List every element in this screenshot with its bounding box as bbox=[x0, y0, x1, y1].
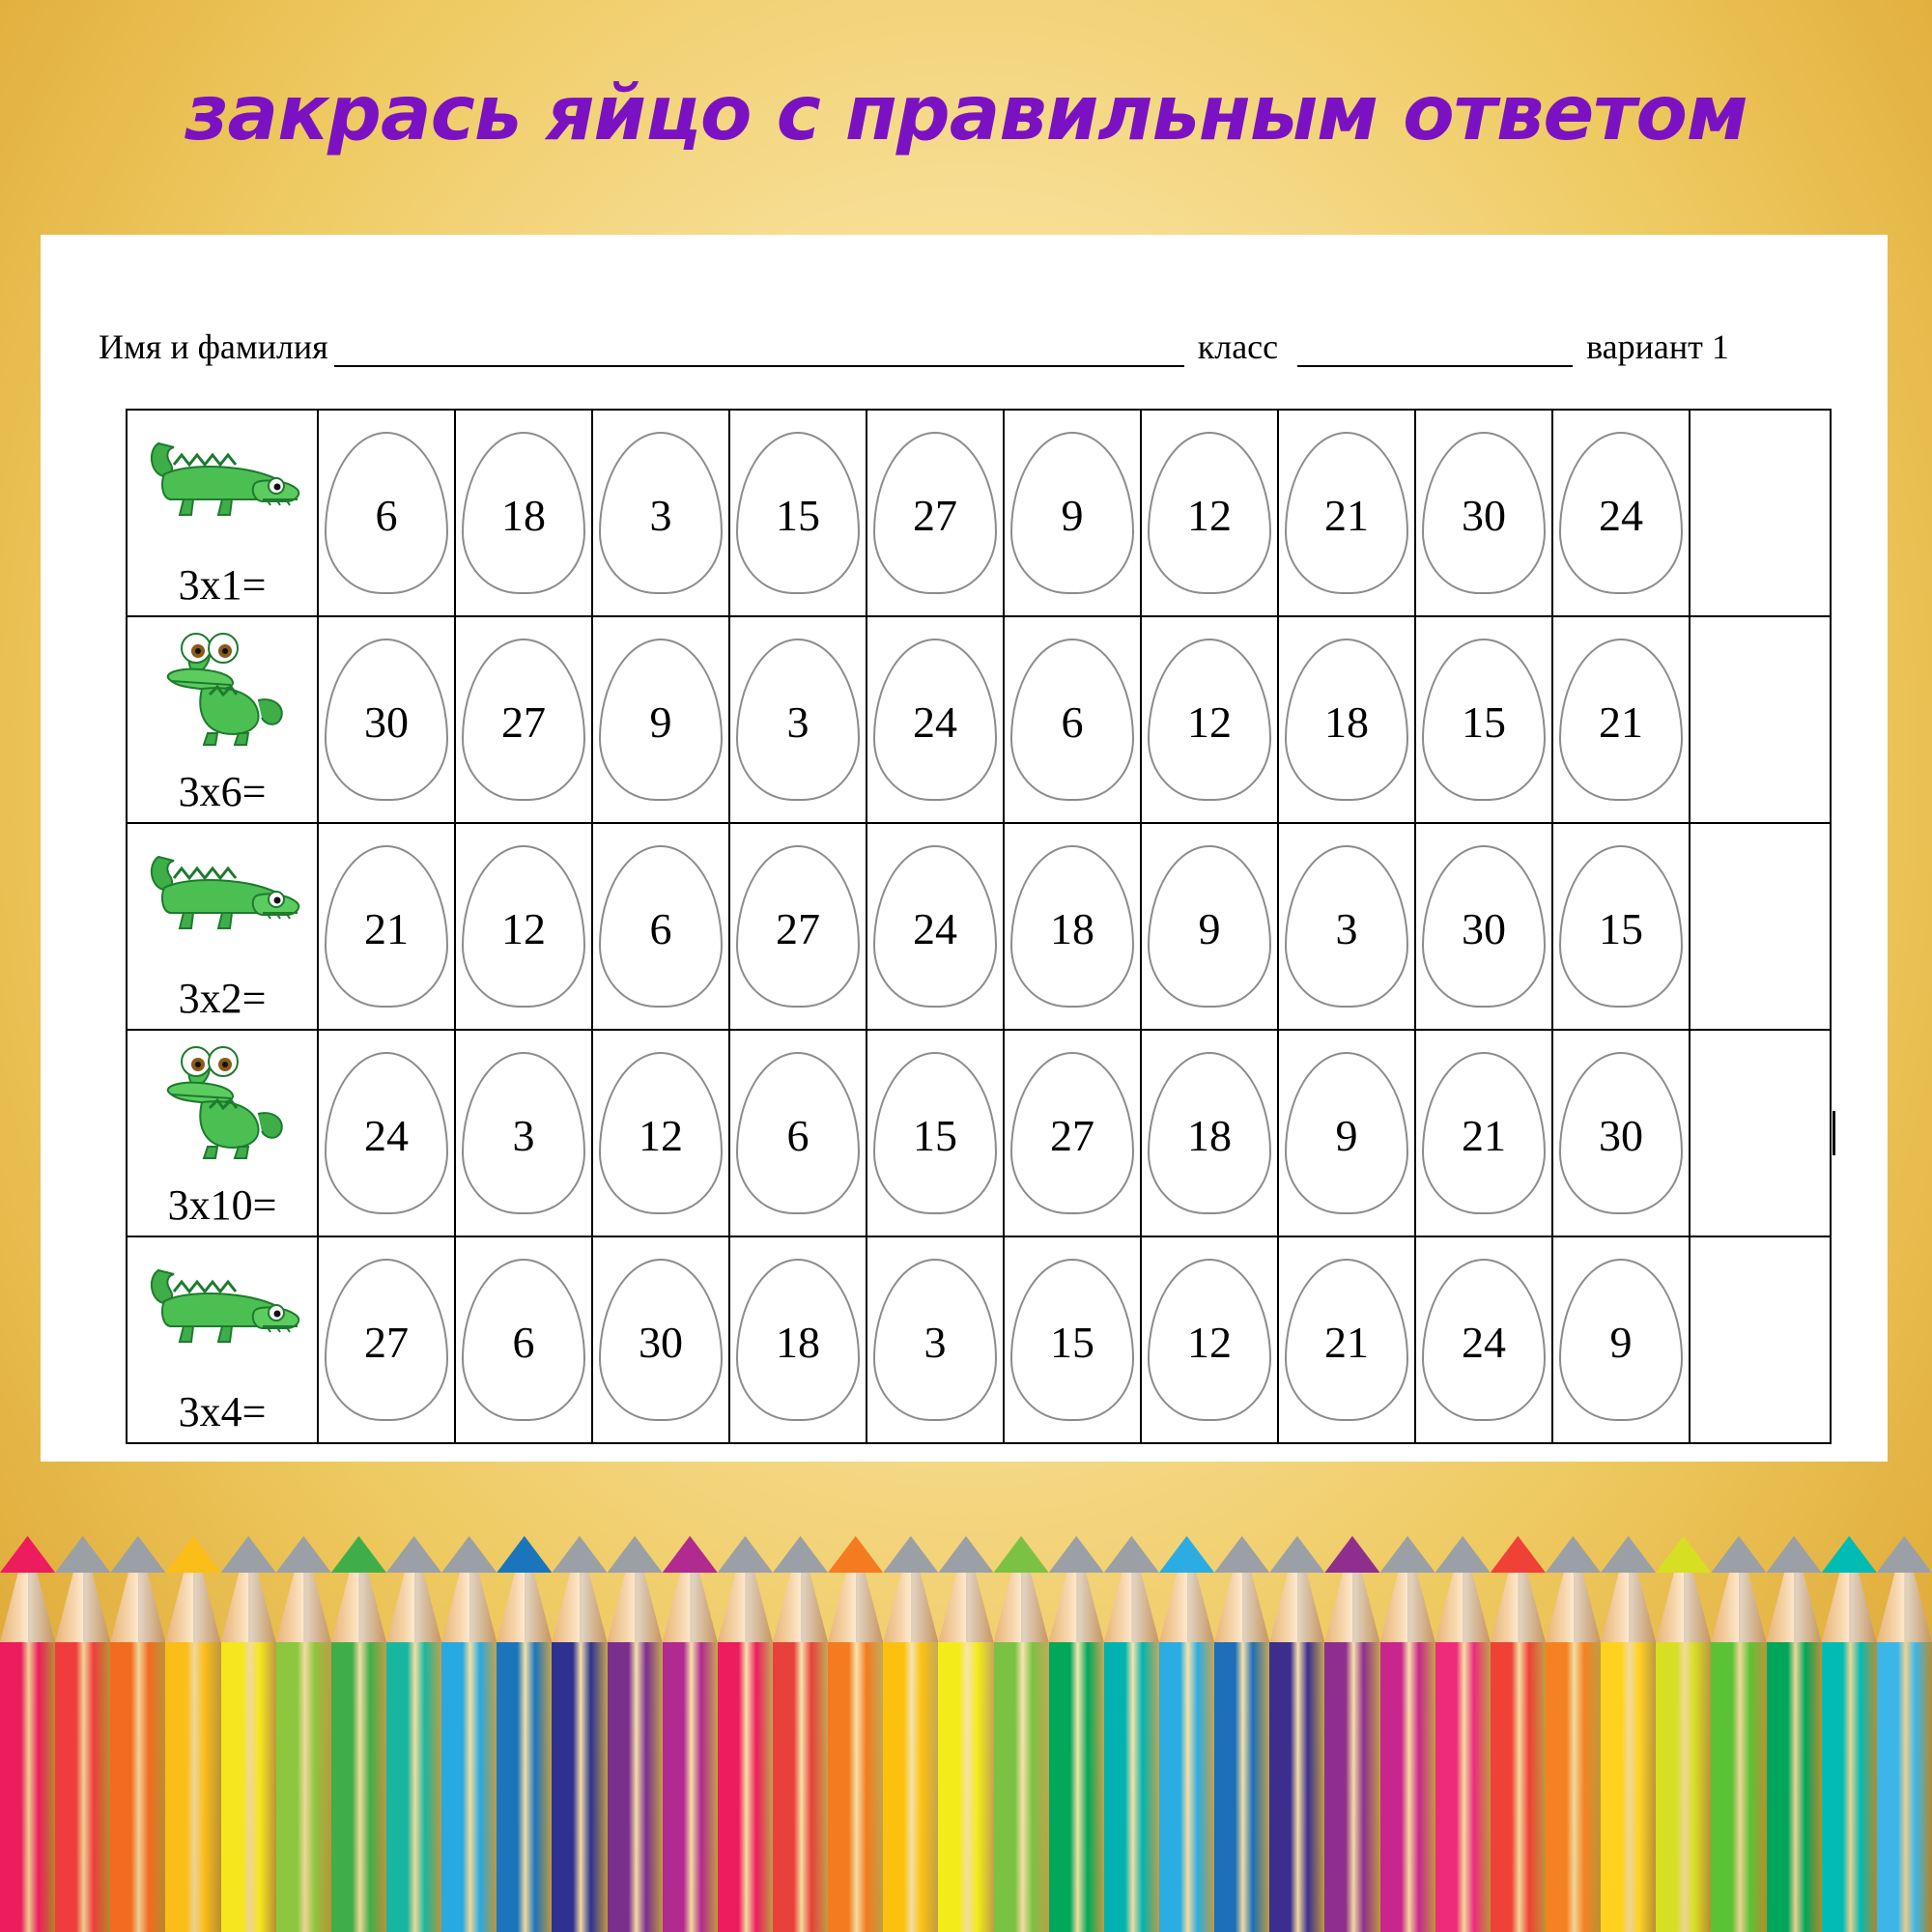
egg-shape[interactable] bbox=[599, 1259, 723, 1421]
egg-cell[interactable] bbox=[867, 823, 1004, 1030]
class-label: класс bbox=[1197, 327, 1279, 366]
pencil-lead bbox=[608, 1536, 663, 1573]
egg-cell[interactable] bbox=[1415, 410, 1552, 616]
egg-cell[interactable] bbox=[318, 823, 455, 1030]
egg-shape[interactable] bbox=[873, 432, 997, 594]
pencil bbox=[994, 1502, 1049, 1932]
crocodile-lying-icon bbox=[141, 418, 303, 531]
egg-shape[interactable] bbox=[599, 639, 723, 801]
egg-value: 18 bbox=[1187, 1111, 1232, 1160]
pencil-lead bbox=[441, 1536, 497, 1573]
pencil bbox=[441, 1502, 497, 1932]
pencil bbox=[331, 1502, 386, 1932]
egg-shape[interactable] bbox=[1559, 845, 1683, 1008]
egg-value: 24 bbox=[913, 697, 957, 747]
pencil-lead bbox=[0, 1536, 55, 1573]
egg-value: 24 bbox=[1462, 1318, 1506, 1367]
pencil bbox=[110, 1502, 165, 1932]
pencil bbox=[386, 1502, 441, 1932]
pencil-body bbox=[718, 1642, 773, 1932]
pencil-lead bbox=[1601, 1536, 1656, 1573]
egg-shape[interactable] bbox=[462, 1052, 585, 1214]
pencil-lead bbox=[276, 1536, 331, 1573]
pencil-body bbox=[1214, 1642, 1269, 1932]
egg-shape[interactable] bbox=[1285, 432, 1408, 594]
egg-shape[interactable] bbox=[462, 432, 585, 594]
egg-cell[interactable] bbox=[1278, 823, 1415, 1030]
egg-cell[interactable] bbox=[455, 410, 592, 616]
egg-value: 18 bbox=[1324, 697, 1369, 747]
name-input-line[interactable] bbox=[334, 336, 1184, 367]
egg-value: 9 bbox=[1335, 1111, 1358, 1160]
egg-cell[interactable] bbox=[729, 1236, 867, 1443]
egg-cell[interactable] bbox=[729, 823, 867, 1030]
egg-value: 27 bbox=[913, 491, 957, 540]
pencil-body bbox=[1491, 1642, 1546, 1932]
egg-shape[interactable] bbox=[325, 432, 448, 594]
egg-cell[interactable] bbox=[867, 1030, 1004, 1236]
egg-cell[interactable] bbox=[1552, 823, 1690, 1030]
student-info-row bbox=[99, 327, 1837, 367]
egg-value: 3 bbox=[786, 697, 810, 747]
table-row bbox=[127, 410, 1831, 616]
egg-shape[interactable] bbox=[736, 639, 860, 801]
pencil-lead bbox=[1822, 1536, 1877, 1573]
pencil-body bbox=[1049, 1642, 1104, 1932]
pencil bbox=[1656, 1502, 1711, 1932]
pencil bbox=[1822, 1502, 1877, 1932]
name-label: Имя и фамилия bbox=[99, 327, 328, 366]
pencil bbox=[663, 1502, 718, 1932]
blank-cell[interactable] bbox=[1690, 616, 1831, 823]
worksheet-title-bar bbox=[0, 0, 1932, 227]
egg-cell[interactable] bbox=[455, 823, 592, 1030]
egg-shape[interactable] bbox=[736, 1052, 860, 1214]
egg-value: 15 bbox=[776, 491, 820, 540]
egg-value: 9 bbox=[649, 697, 672, 747]
egg-value: 6 bbox=[786, 1111, 810, 1160]
pencil bbox=[1877, 1502, 1932, 1932]
egg-cell[interactable] bbox=[1004, 616, 1141, 823]
blank-cell[interactable] bbox=[1690, 823, 1831, 1030]
egg-cell[interactable] bbox=[1278, 1030, 1415, 1236]
pencil-lead bbox=[1380, 1536, 1435, 1573]
task-cell bbox=[127, 1236, 318, 1443]
pencil-body bbox=[1380, 1642, 1435, 1932]
egg-shape[interactable] bbox=[873, 639, 997, 801]
egg-value: 15 bbox=[1462, 697, 1506, 747]
egg-shape[interactable] bbox=[1422, 845, 1546, 1008]
pencil bbox=[718, 1502, 773, 1932]
egg-shape[interactable] bbox=[1422, 1259, 1546, 1421]
egg-cell[interactable] bbox=[1141, 410, 1278, 616]
blank-cell[interactable] bbox=[1690, 1030, 1831, 1236]
egg-cell[interactable] bbox=[1141, 1236, 1278, 1443]
pencil-lead bbox=[221, 1536, 276, 1573]
egg-shape[interactable] bbox=[736, 432, 860, 594]
pencil-body bbox=[1324, 1642, 1379, 1932]
egg-shape[interactable] bbox=[1422, 639, 1546, 801]
egg-shape[interactable] bbox=[1422, 432, 1546, 594]
pencil bbox=[608, 1502, 663, 1932]
pencil-lead bbox=[1104, 1536, 1159, 1573]
egg-cell[interactable] bbox=[867, 1236, 1004, 1443]
pencil bbox=[55, 1502, 110, 1932]
task-cell bbox=[127, 823, 318, 1030]
egg-cell[interactable] bbox=[1415, 1030, 1552, 1236]
egg-value: 6 bbox=[1061, 697, 1084, 747]
egg-shape[interactable] bbox=[1148, 432, 1271, 594]
egg-cell[interactable] bbox=[455, 616, 592, 823]
egg-shape[interactable] bbox=[873, 1052, 997, 1214]
egg-cell[interactable] bbox=[318, 616, 455, 823]
pencil bbox=[1601, 1502, 1656, 1932]
egg-shape[interactable] bbox=[1148, 1052, 1271, 1214]
pencil-lead bbox=[552, 1536, 607, 1573]
egg-cell[interactable] bbox=[592, 823, 729, 1030]
pencil-lead bbox=[55, 1536, 110, 1573]
pencil-body bbox=[1711, 1642, 1766, 1932]
egg-value: 12 bbox=[1187, 1318, 1232, 1367]
egg-cell[interactable] bbox=[1004, 410, 1141, 616]
egg-value: 6 bbox=[375, 491, 398, 540]
egg-value: 18 bbox=[1050, 904, 1094, 953]
egg-cell[interactable] bbox=[729, 616, 867, 823]
pencil bbox=[1269, 1502, 1324, 1932]
task-expression: 3x2= bbox=[178, 975, 267, 1022]
pencil-body bbox=[552, 1642, 607, 1932]
egg-value: 3 bbox=[923, 1318, 947, 1367]
pencil bbox=[1435, 1502, 1491, 1932]
pencil-body bbox=[1269, 1642, 1324, 1932]
egg-cell[interactable] bbox=[455, 1030, 592, 1236]
edge-tick-mark bbox=[1833, 1111, 1835, 1155]
pencil-body bbox=[221, 1642, 276, 1932]
pencil-body bbox=[608, 1642, 663, 1932]
pencil-body bbox=[1435, 1642, 1491, 1932]
egg-value: 3 bbox=[1335, 904, 1358, 953]
pencil bbox=[1104, 1502, 1159, 1932]
egg-shape[interactable] bbox=[599, 1052, 723, 1214]
egg-value: 15 bbox=[1599, 904, 1643, 953]
egg-shape[interactable] bbox=[462, 845, 585, 1008]
egg-value: 21 bbox=[1324, 1318, 1369, 1367]
egg-cell[interactable] bbox=[592, 1030, 729, 1236]
pencil bbox=[1711, 1502, 1766, 1932]
egg-shape[interactable] bbox=[599, 845, 723, 1008]
pencil bbox=[0, 1502, 55, 1932]
egg-cell[interactable] bbox=[729, 410, 867, 616]
egg-shape[interactable] bbox=[873, 1259, 997, 1421]
egg-value: 12 bbox=[501, 904, 546, 953]
crocodile-standing-icon bbox=[150, 625, 295, 751]
pencil-body bbox=[1767, 1642, 1822, 1932]
egg-shape[interactable] bbox=[736, 845, 860, 1008]
pencil-lead bbox=[1711, 1536, 1766, 1573]
egg-shape[interactable] bbox=[1010, 639, 1134, 801]
egg-cell[interactable] bbox=[1278, 1236, 1415, 1443]
pencil-lead bbox=[1546, 1536, 1601, 1573]
egg-shape[interactable] bbox=[1285, 1259, 1408, 1421]
egg-value: 12 bbox=[1187, 491, 1232, 540]
task-cell bbox=[127, 616, 318, 823]
pencil-body bbox=[773, 1642, 828, 1932]
blank-cell[interactable] bbox=[1690, 1236, 1831, 1443]
egg-shape[interactable] bbox=[1010, 432, 1134, 594]
pencil bbox=[1159, 1502, 1214, 1932]
pencil bbox=[1491, 1502, 1546, 1932]
pencil-body bbox=[441, 1642, 497, 1932]
crocodile-lying-icon bbox=[141, 832, 303, 945]
pencil bbox=[1380, 1502, 1435, 1932]
egg-shape[interactable] bbox=[1559, 639, 1683, 801]
egg-cell[interactable] bbox=[867, 410, 1004, 616]
task-expression: 3x10= bbox=[167, 1181, 277, 1229]
egg-value: 30 bbox=[1599, 1111, 1643, 1160]
egg-cell[interactable] bbox=[1141, 1030, 1278, 1236]
egg-shape[interactable] bbox=[1559, 432, 1683, 594]
pencil-lead bbox=[1656, 1536, 1711, 1573]
pencil-lead bbox=[1049, 1536, 1104, 1573]
egg-shape[interactable] bbox=[1148, 1259, 1271, 1421]
egg-value: 27 bbox=[501, 697, 546, 747]
pencil-lead bbox=[828, 1536, 883, 1573]
pencil bbox=[883, 1502, 938, 1932]
egg-value: 27 bbox=[364, 1318, 409, 1367]
egg-value: 6 bbox=[512, 1318, 535, 1367]
egg-cell[interactable] bbox=[318, 1236, 455, 1443]
egg-cell[interactable] bbox=[1415, 616, 1552, 823]
egg-value: 30 bbox=[1462, 491, 1506, 540]
egg-shape[interactable] bbox=[325, 1052, 448, 1214]
egg-cell[interactable] bbox=[592, 616, 729, 823]
egg-cell[interactable] bbox=[1278, 410, 1415, 616]
pencil bbox=[1324, 1502, 1379, 1932]
task-expression: 3x1= bbox=[178, 561, 267, 609]
table-row bbox=[127, 616, 1831, 823]
colored-pencils-decoration bbox=[0, 1502, 1932, 1932]
egg-shape[interactable] bbox=[1010, 1052, 1134, 1214]
pencil-lead bbox=[165, 1536, 220, 1573]
pencil-lead bbox=[1491, 1536, 1546, 1573]
egg-cell[interactable] bbox=[729, 1030, 867, 1236]
pencil-body bbox=[331, 1642, 386, 1932]
egg-shape[interactable] bbox=[1285, 845, 1408, 1008]
egg-value: 24 bbox=[913, 904, 957, 953]
egg-cell[interactable] bbox=[1415, 823, 1552, 1030]
pencil bbox=[1049, 1502, 1104, 1932]
pencil bbox=[165, 1502, 220, 1932]
egg-shape[interactable] bbox=[873, 845, 997, 1008]
egg-value: 9 bbox=[1198, 904, 1221, 953]
egg-shape[interactable] bbox=[736, 1259, 860, 1421]
pencil-lead bbox=[497, 1536, 552, 1573]
pencil-lead bbox=[1269, 1536, 1324, 1573]
egg-shape[interactable] bbox=[1422, 1052, 1546, 1214]
pencil bbox=[497, 1502, 552, 1932]
egg-cell[interactable] bbox=[318, 410, 455, 616]
pencil-lead bbox=[331, 1536, 386, 1573]
egg-value: 12 bbox=[639, 1111, 683, 1160]
pencil-lead bbox=[1877, 1536, 1932, 1573]
pencil-lead bbox=[663, 1536, 718, 1573]
pencil bbox=[1767, 1502, 1822, 1932]
egg-shape[interactable] bbox=[462, 1259, 585, 1421]
egg-shape[interactable] bbox=[1285, 1052, 1408, 1214]
egg-cell[interactable] bbox=[1278, 616, 1415, 823]
egg-value: 3 bbox=[512, 1111, 535, 1160]
egg-value: 21 bbox=[1324, 491, 1369, 540]
egg-shape[interactable] bbox=[1559, 1052, 1683, 1214]
pencil-lead bbox=[718, 1536, 773, 1573]
egg-cell[interactable] bbox=[455, 1236, 592, 1443]
egg-value: 21 bbox=[1462, 1111, 1506, 1160]
egg-cell[interactable] bbox=[1552, 410, 1690, 616]
egg-cell[interactable] bbox=[1552, 1030, 1690, 1236]
egg-cell[interactable] bbox=[867, 616, 1004, 823]
exercise-table bbox=[126, 409, 1832, 1444]
pencil-lead bbox=[1435, 1536, 1491, 1573]
pencil bbox=[221, 1502, 276, 1932]
pencil-body bbox=[663, 1642, 718, 1932]
egg-cell[interactable] bbox=[1141, 823, 1278, 1030]
table-row bbox=[127, 1236, 1831, 1443]
pencil bbox=[828, 1502, 883, 1932]
page-title: закрась яйцо с правильным ответом bbox=[185, 70, 1747, 157]
task-cell bbox=[127, 1030, 318, 1236]
table-row bbox=[127, 823, 1831, 1030]
pencil-lead bbox=[1324, 1536, 1379, 1573]
task-expression: 3x6= bbox=[178, 768, 267, 815]
pencil-body bbox=[276, 1642, 331, 1932]
pencil bbox=[552, 1502, 607, 1932]
egg-value: 18 bbox=[501, 491, 546, 540]
egg-shape[interactable] bbox=[1148, 845, 1271, 1008]
table-row bbox=[127, 1030, 1831, 1236]
blank-cell[interactable] bbox=[1690, 410, 1831, 616]
worksheet-sheet bbox=[41, 235, 1888, 1462]
egg-value: 27 bbox=[776, 904, 820, 953]
pencil bbox=[1546, 1502, 1601, 1932]
egg-value: 15 bbox=[1050, 1318, 1094, 1367]
pencil-lead bbox=[773, 1536, 828, 1573]
pencil-lead bbox=[994, 1536, 1049, 1573]
egg-value: 30 bbox=[1462, 904, 1506, 953]
pencil-body bbox=[1546, 1642, 1601, 1932]
egg-value: 9 bbox=[1061, 491, 1084, 540]
pencil-body bbox=[883, 1642, 938, 1932]
egg-cell[interactable] bbox=[592, 1236, 729, 1443]
egg-value: 12 bbox=[1187, 697, 1232, 747]
egg-cell[interactable] bbox=[1004, 1030, 1141, 1236]
egg-shape[interactable] bbox=[325, 1259, 448, 1421]
egg-value: 6 bbox=[649, 904, 672, 953]
crocodile-lying-icon bbox=[141, 1245, 303, 1358]
pencil bbox=[276, 1502, 331, 1932]
egg-cell[interactable] bbox=[1004, 1236, 1141, 1443]
pencil-body bbox=[1656, 1642, 1711, 1932]
pencil-lead bbox=[110, 1536, 165, 1573]
egg-value: 9 bbox=[1609, 1318, 1633, 1367]
crocodile-standing-icon bbox=[150, 1038, 295, 1164]
pencil-body bbox=[165, 1642, 220, 1932]
task-cell bbox=[127, 410, 318, 616]
pencil-body bbox=[0, 1642, 55, 1932]
egg-shape[interactable] bbox=[1148, 639, 1271, 801]
egg-shape[interactable] bbox=[599, 432, 723, 594]
pencil-body bbox=[497, 1642, 552, 1932]
egg-cell[interactable] bbox=[318, 1030, 455, 1236]
pencil-body bbox=[1104, 1642, 1159, 1932]
pencil bbox=[938, 1502, 993, 1932]
pencil bbox=[773, 1502, 828, 1932]
pencil-lead bbox=[938, 1536, 993, 1573]
egg-value: 15 bbox=[913, 1111, 957, 1160]
variant-label: вариант 1 bbox=[1586, 327, 1729, 366]
egg-shape[interactable] bbox=[325, 845, 448, 1008]
egg-cell[interactable] bbox=[1141, 616, 1278, 823]
pencil-body bbox=[938, 1642, 993, 1932]
egg-value: 21 bbox=[1599, 697, 1643, 747]
pencil-body bbox=[1877, 1642, 1932, 1932]
pencil-body bbox=[55, 1642, 110, 1932]
pencil-body bbox=[828, 1642, 883, 1932]
egg-value: 3 bbox=[649, 491, 672, 540]
egg-shape[interactable] bbox=[1559, 1259, 1683, 1421]
pencil-body bbox=[1822, 1642, 1877, 1932]
egg-shape[interactable] bbox=[1010, 845, 1134, 1008]
pencil-body bbox=[994, 1642, 1049, 1932]
egg-shape[interactable] bbox=[462, 639, 585, 801]
egg-value: 30 bbox=[364, 697, 409, 747]
egg-cell[interactable] bbox=[592, 410, 729, 616]
egg-value: 30 bbox=[639, 1318, 683, 1367]
pencil-body bbox=[1159, 1642, 1214, 1932]
pencil-lead bbox=[883, 1536, 938, 1573]
egg-cell[interactable] bbox=[1552, 616, 1690, 823]
pencil-body bbox=[386, 1642, 441, 1932]
egg-value: 21 bbox=[364, 904, 409, 953]
pencil-lead bbox=[1159, 1536, 1214, 1573]
egg-value: 24 bbox=[1599, 491, 1643, 540]
egg-cell[interactable] bbox=[1552, 1236, 1690, 1443]
egg-shape[interactable] bbox=[1285, 639, 1408, 801]
egg-shape[interactable] bbox=[325, 639, 448, 801]
pencil-lead bbox=[386, 1536, 441, 1573]
egg-cell[interactable] bbox=[1415, 1236, 1552, 1443]
pencil-lead bbox=[1767, 1536, 1822, 1573]
task-expression: 3x4= bbox=[178, 1388, 267, 1435]
pencil-body bbox=[110, 1642, 165, 1932]
egg-shape[interactable] bbox=[1010, 1259, 1134, 1421]
pencil-lead bbox=[1214, 1536, 1269, 1573]
pencil bbox=[1214, 1502, 1269, 1932]
egg-cell[interactable] bbox=[1004, 823, 1141, 1030]
class-input-line[interactable] bbox=[1297, 336, 1573, 367]
egg-value: 18 bbox=[776, 1318, 820, 1367]
egg-value: 24 bbox=[364, 1111, 409, 1160]
egg-value: 27 bbox=[1050, 1111, 1094, 1160]
pencil-body bbox=[1601, 1642, 1656, 1932]
